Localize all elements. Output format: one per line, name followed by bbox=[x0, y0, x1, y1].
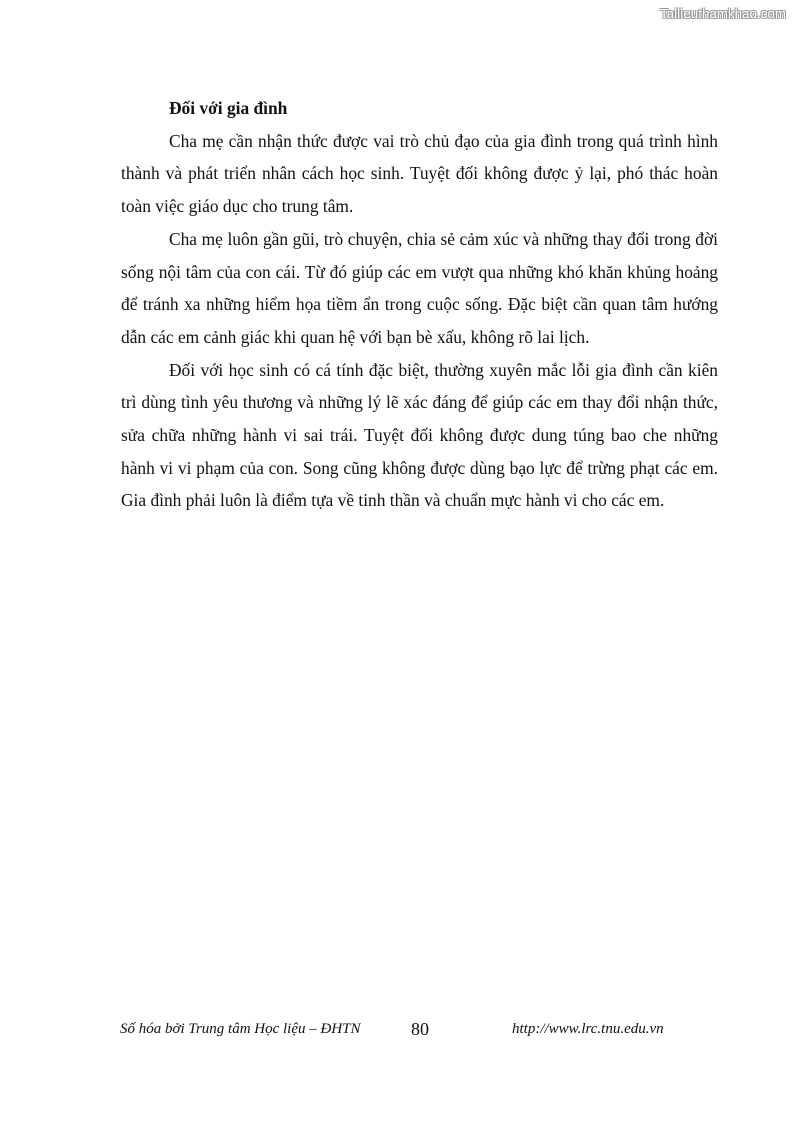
paragraph-2: Cha mẹ luôn gần gũi, trò chuyện, chia sẻ cảm xúc và những thay đổi trong đời sống nội tâm của con cái. Từ đó giúp các em vượt qua những khó khăn khủng hoảng để tránh xa những hiểm họa tiềm ẩn trong cuộc sống. Đặc biệt cần quan tâm hướng dẫn các em cảnh giác khi quan hệ với bạn bè xấu, không rõ lai lịch. bbox=[121, 228, 718, 347]
footer-source: Số hóa bởi Trung tâm Học liệu – ĐHTN bbox=[120, 1021, 361, 1037]
page-number: 80 bbox=[411, 1019, 429, 1039]
paragraph-3: Đối với học sinh có cá tính đặc biệt, thường xuyên mắc lỗi gia đình cần kiên trì dùng tình yêu thương và những lý lẽ xác đáng để giúp các em thay đổi nhận thức, sửa chữa những hành vi sai trái. Tuyệt đối không được dung túng bao che những hành vi vi phạm của con. Song cũng không được dùng bạo lực để trừng phạt các em. Gia đình phải luôn là điểm tựa về tinh thần và chuẩn mực hành vi cho các em. bbox=[121, 359, 718, 511]
paragraph-1: Cha mẹ cần nhận thức được vai trò chủ đạo của gia đình trong quá trình hình thành và phát triển nhân cách học sinh. Tuyệt đối không được ỷ lại, phó thác hoàn toàn việc giáo dục cho trung tâm. bbox=[121, 130, 718, 217]
document-body bbox=[121, 92, 718, 517]
watermark: Tailieuthamkhao.com bbox=[660, 6, 786, 21]
page-footer bbox=[120, 1019, 720, 1043]
footer-url: http://www.lrc.tnu.edu.vn bbox=[512, 1021, 664, 1037]
section-heading: Đối với gia đình bbox=[169, 98, 288, 118]
